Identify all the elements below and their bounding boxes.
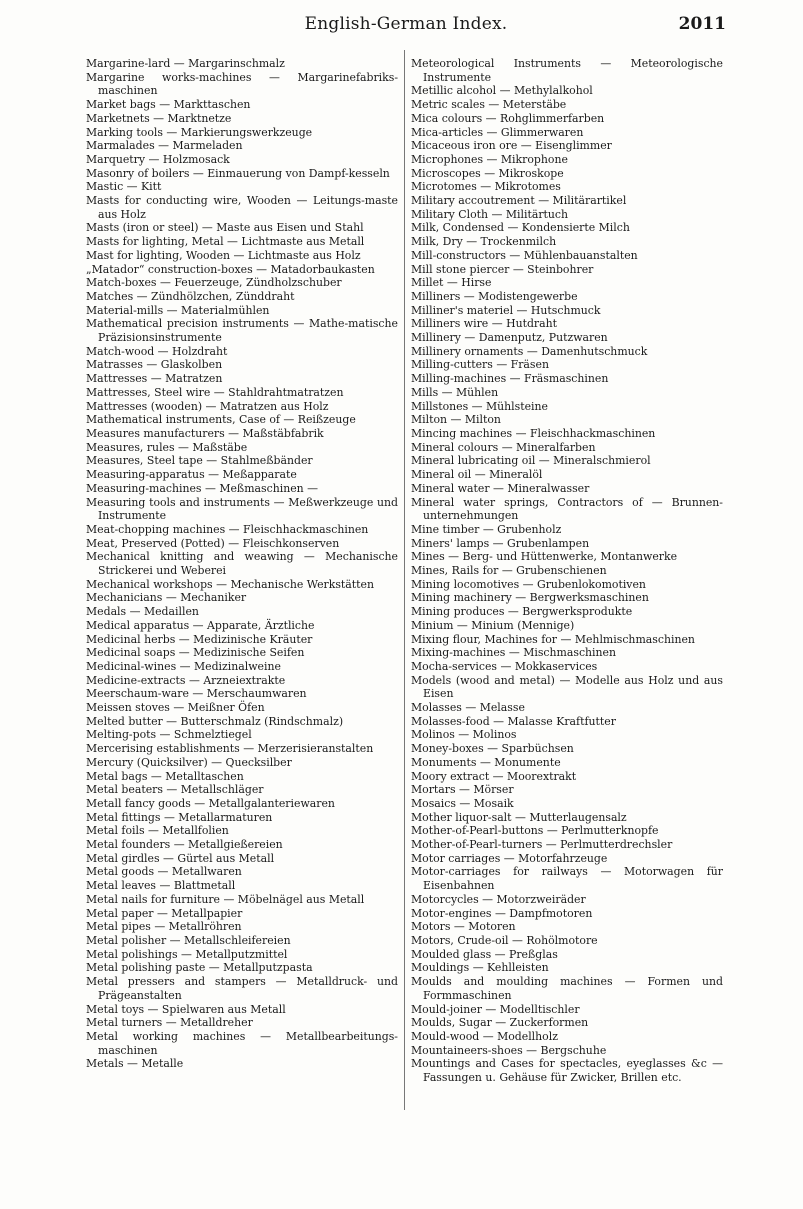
index-entry: Measures, rules — Maßstäbe bbox=[86, 440, 248, 454]
index-entry: Metal toys — Spielwaren aus Metall bbox=[86, 1002, 286, 1016]
index-entry: Margarine-lard — Margarinschmalz bbox=[86, 57, 285, 70]
index-entry: Match-boxes — Feuerzeuge, Zündholzschuber bbox=[86, 276, 342, 290]
index-entry: Measuring-apparatus — Meßapparate bbox=[86, 468, 297, 482]
index-entry: Metal polisher — Metallschleifereien bbox=[86, 934, 291, 947]
index-entry: Mineral lubricating oil — Mineralschmierol bbox=[411, 454, 651, 468]
index-entry: Molinos — Molinos bbox=[411, 728, 517, 742]
index-entry: Matrasses — Glaskolben bbox=[86, 358, 223, 372]
index-entry: Match-wood — Holzdraht bbox=[86, 344, 228, 358]
index-entry: Mineral oil — Mineralöl bbox=[411, 468, 543, 482]
index-entry: Medicine-extracts — Arzneiextrakte bbox=[86, 673, 286, 687]
index-entry: Mechanical workshops — Mechanische Werkstätten bbox=[86, 577, 374, 591]
index-entry: Metals — Metalle bbox=[86, 1057, 184, 1071]
index-entry: Metric scales — Meterstäbe bbox=[411, 98, 567, 112]
index-entry: Masts for conducting wire, Wooden — Leitungs-maste aus Holz bbox=[86, 194, 398, 221]
index-entry: Money-boxes — Sparbüchsen bbox=[411, 742, 574, 756]
index-entry: Micaceous iron ore — Eisenglimmer bbox=[411, 139, 612, 153]
index-entry: Mechanical knitting and weawing — Mechanische Strickerei und Weberei bbox=[86, 550, 398, 578]
column-divider bbox=[404, 50, 405, 1110]
index-entry: Mattresses, Steel wire — Stahldrahtmatratzen bbox=[86, 385, 344, 399]
index-entry: Metal polishing paste — Metallputzpasta bbox=[86, 961, 313, 975]
index-entry: Milton — Milton bbox=[411, 413, 501, 427]
index-entry: Matches — Zündhölzchen, Zünddraht bbox=[86, 289, 295, 303]
left-column bbox=[86, 57, 398, 1071]
index-entry: Microscopes — Mikroskope bbox=[411, 166, 564, 180]
index-entry: Marmalades — Marmeladen bbox=[86, 139, 243, 153]
page-header bbox=[86, 14, 726, 40]
index-entry: Mathematical instruments, Case of — Reißzeuge bbox=[86, 413, 356, 427]
index-entry: Margarine works-machines — Margarinefabriks-maschinen bbox=[86, 70, 398, 98]
index-entry: Monuments — Monumente bbox=[411, 755, 561, 769]
index-entry: Metal leaves — Blattmetall bbox=[86, 879, 236, 893]
index-entry: Motor-engines — Dampfmotoren bbox=[411, 906, 593, 920]
index-entry: Mother liquor-salt — Mutterlaugensalz bbox=[411, 810, 627, 824]
index-entry: Motor-carriages for railways — Motorwagen für Eisenbahnen bbox=[411, 865, 723, 893]
index-entry: Metal bags — Metalltaschen bbox=[86, 769, 244, 783]
index-entry: Metal goods — Metallwaren bbox=[86, 865, 242, 879]
index-entry: Mother-of-Pearl-buttons — Perlmutterknopfe bbox=[411, 824, 659, 838]
index-entry: Medicinal soaps — Medizinische Seifen bbox=[86, 646, 305, 660]
index-entry: Metal girdles — Gürtel aus Metall bbox=[86, 851, 275, 865]
index-entry: Mineral water — Mineralwasser bbox=[411, 481, 590, 495]
index-entry: Moulds and moulding machines — Formen und Formmaschinen bbox=[411, 975, 723, 1002]
index-entry: Melted butter — Butterschmalz (Rindschmalz) bbox=[86, 714, 344, 728]
index-entry: Metal turners — Metalldreher bbox=[86, 1016, 253, 1030]
index-entry: Mould-joiner — Modelltischler bbox=[411, 1002, 580, 1016]
index-entry: Mixing flour, Machines for — Mehlmischmaschinen bbox=[411, 632, 695, 646]
index-entry: Mechanicians — Mechaniker bbox=[86, 591, 247, 605]
index-entry: Milliners wire — Hutdraht bbox=[411, 317, 558, 331]
index-entry: Moulds, Sugar — Zuckerformen bbox=[411, 1016, 589, 1030]
index-entry: Mincing machines — Fleischhackmaschinen bbox=[411, 426, 656, 440]
index-entry: Mining machinery — Bergwerksmaschinen bbox=[411, 591, 649, 605]
index-entry: Mould-wood — Modellholz bbox=[411, 1029, 558, 1043]
index-entry: Meteorological Instruments — Meteorologische Instrumente bbox=[411, 57, 723, 84]
index-entry: Mill stone piercer — Steinbohrer bbox=[411, 262, 594, 276]
index-entry: Material-mills — Materialmühlen bbox=[86, 303, 270, 317]
index-entry: Marketnets — Marktnetze bbox=[86, 111, 232, 125]
index-entry: Mercerising establishments — Merzerisieranstalten bbox=[86, 742, 374, 756]
index-entry: Motors — Motoren bbox=[411, 920, 516, 934]
index-entry: Meat, Preserved (Potted) — Fleischkonserven bbox=[86, 536, 340, 550]
index-entry: Metal pipes — Metallröhren bbox=[86, 920, 242, 934]
index-entry: Mines, Rails for — Grubenschienen bbox=[411, 564, 607, 578]
index-entry: Milliner's materiel — Hutschmuck bbox=[411, 303, 601, 317]
index-entry: Mining produces — Bergwerksprodukte bbox=[411, 605, 633, 619]
page-title: English-German Index. bbox=[304, 14, 508, 34]
index-entry: Models (wood and metal) — Modelle aus Holz und aus Eisen bbox=[411, 673, 723, 701]
index-entry: Mineral water springs, Contractors of — Brunnen-unternehmungen bbox=[411, 495, 723, 523]
index-entry: Molasses — Melasse bbox=[411, 701, 525, 715]
index-entry: Minium — Minium (Mennige) bbox=[411, 618, 575, 632]
index-entry: Marking tools — Markierungswerkzeuge bbox=[86, 125, 313, 139]
index-entry: Mining locomotives — Grubenlokomotiven bbox=[411, 577, 646, 591]
index-entry: Masts (iron or steel) — Maste aus Eisen und Stahl bbox=[86, 221, 364, 235]
index-entry: Metal paper — Metallpapier bbox=[86, 906, 243, 920]
index-entry: Meat-chopping machines — Fleischhackmaschinen bbox=[86, 522, 369, 536]
index-entry: Mattresses (wooden) — Matratzen aus Holz bbox=[86, 399, 329, 413]
index-entry: Motors, Crude-oil — Rohölmotore bbox=[411, 934, 598, 947]
index-entry: Metall fancy goods — Metallgalanteriewaren bbox=[86, 796, 335, 810]
index-entry: Mortars — Mörser bbox=[411, 783, 514, 797]
index-entry: Meerschaum-ware — Merschaumwaren bbox=[86, 687, 307, 701]
index-entry: Mouldings — Kehlleisten bbox=[411, 961, 549, 975]
index-entry: Mineral colours — Mineralfarben bbox=[411, 440, 596, 454]
index-entry: Mountings and Cases for spectacles, eyeglasses &c — Fassungen u. Gehäuse für Zwicker, Brillen etc. bbox=[411, 1057, 723, 1085]
index-entry: Medals — Medaillen bbox=[86, 605, 199, 619]
right-column bbox=[411, 57, 723, 1085]
index-entry: Millinery — Damenputz, Putzwaren bbox=[411, 331, 608, 345]
index-entry: Mica colours — Rohglimmerfarben bbox=[411, 111, 605, 125]
index-entry: Meissen stoves — Meißner Öfen bbox=[86, 701, 265, 715]
index-entry: Millinery ornaments — Damenhutschmuck bbox=[411, 344, 648, 358]
index-entry: Motor carriages — Motorfahrzeuge bbox=[411, 851, 608, 865]
index-entry: Medical apparatus — Apparate, Ärztliche bbox=[86, 618, 315, 632]
index-entry: Milliners — Modistengewerbe bbox=[411, 289, 578, 303]
index-entry: Medicinal-wines — Medizinalweine bbox=[86, 659, 281, 673]
index-entry: Measuring-machines — Meßmaschinen — bbox=[86, 481, 319, 495]
index-entry: Masonry of boilers — Einmauerung von Dampf-kesseln bbox=[86, 166, 390, 180]
index-entry: Measuring tools and instruments — Meßwerkzeuge und Instrumente bbox=[86, 495, 398, 523]
index-entry: Marquetry — Holzmosack bbox=[86, 152, 230, 166]
index-entry: „Matador“ construction-boxes — Matadorbaukasten bbox=[86, 262, 375, 276]
index-entry: Measures manufacturers — Maßstäbfabrik bbox=[86, 426, 324, 440]
index-entry: Mathematical precision instruments — Mathe-matische Präzisionsinstrumente bbox=[86, 317, 398, 345]
index-entry: Microtomes — Mikrotomes bbox=[411, 180, 561, 194]
index-entry: Mosaics — Mosaik bbox=[411, 796, 514, 810]
page-number: 2011 bbox=[678, 14, 726, 34]
index-entry: Metal polishings — Metallputzmittel bbox=[86, 947, 288, 961]
index-entry: Mattresses — Matratzen bbox=[86, 372, 223, 386]
index-entry: Metal foils — Metallfolien bbox=[86, 824, 229, 838]
index-entry: Mast for lighting, Wooden — Lichtmaste aus Holz bbox=[86, 248, 361, 262]
index-entry: Military accoutrement — Militärartikel bbox=[411, 194, 627, 208]
index-entry: Metal beaters — Metallschläger bbox=[86, 783, 264, 797]
index-entry: Metal working machines — Metallbearbeitungs-maschinen bbox=[86, 1029, 398, 1057]
index-entry: Molasses-food — Malasse Kraftfutter bbox=[411, 714, 616, 728]
index-entry: Mine timber — Grubenholz bbox=[411, 522, 562, 536]
index-entry: Mocha-services — Mokkaservices bbox=[411, 659, 598, 673]
index-entry: Mercury (Quicksilver) — Quecksilber bbox=[86, 755, 292, 769]
index-entry: Metillic alcohol — Methylalkohol bbox=[411, 84, 593, 98]
index-entry: Milling-machines — Fräsmaschinen bbox=[411, 372, 609, 386]
index-entry: Motorcycles — Motorzweiräder bbox=[411, 892, 586, 906]
index-entry: Measures, Steel tape — Stahlmeßbänder bbox=[86, 454, 313, 468]
index-entry: Mines — Berg- und Hüttenwerke, Montanwerke bbox=[411, 550, 678, 564]
index-entry: Metal nails for furniture — Möbelnägel aus Metall bbox=[86, 892, 365, 906]
index-entry: Mill-constructors — Mühlenbauanstalten bbox=[411, 248, 638, 262]
index-entry: Millet — Hirse bbox=[411, 276, 492, 290]
index-entry: Mastic — Kitt bbox=[86, 180, 162, 194]
index-entry: Mills — Mühlen bbox=[411, 385, 499, 399]
index-entry: Mother-of-Pearl-turners — Perlmutterdrechsler bbox=[411, 838, 673, 852]
index-entry: Mountaineers-shoes — Bergschuhe bbox=[411, 1043, 607, 1057]
index-entry: Melting-pots — Schmelztiegel bbox=[86, 728, 252, 742]
index-entry: Milk, Dry — Trockenmilch bbox=[411, 235, 557, 249]
index-entry: Metal pressers and stampers — Metalldruck- und Prägeanstalten bbox=[86, 975, 398, 1002]
index-entry: Masts for lighting, Metal — Lichtmaste aus Metall bbox=[86, 235, 365, 249]
index-entry: Metal founders — Metallgießereien bbox=[86, 838, 283, 852]
index-entry: Milling-cutters — Fräsen bbox=[411, 358, 549, 372]
index-entry: Mica-articles — Glimmerwaren bbox=[411, 125, 584, 139]
index-entry: Miners' lamps — Grubenlampen bbox=[411, 536, 590, 550]
index-entry: Mixing-machines — Mischmaschinen bbox=[411, 646, 617, 660]
index-entry: Moulded glass — Preßglas bbox=[411, 947, 558, 961]
index-entry: Market bags — Markttaschen bbox=[86, 98, 251, 112]
index-entry: Moory extract — Moorextrakt bbox=[411, 769, 577, 783]
index-entry: Military Cloth — Militärtuch bbox=[411, 207, 569, 221]
index-entry: Metal fittings — Metallarmaturen bbox=[86, 810, 273, 824]
index-entry: Milk, Condensed — Kondensierte Milch bbox=[411, 221, 630, 235]
index-entry: Millstones — Mühlsteine bbox=[411, 399, 548, 413]
index-entry: Medicinal herbs — Medizinische Kräuter bbox=[86, 632, 313, 646]
index-entry: Microphones — Mikrophone bbox=[411, 152, 568, 166]
